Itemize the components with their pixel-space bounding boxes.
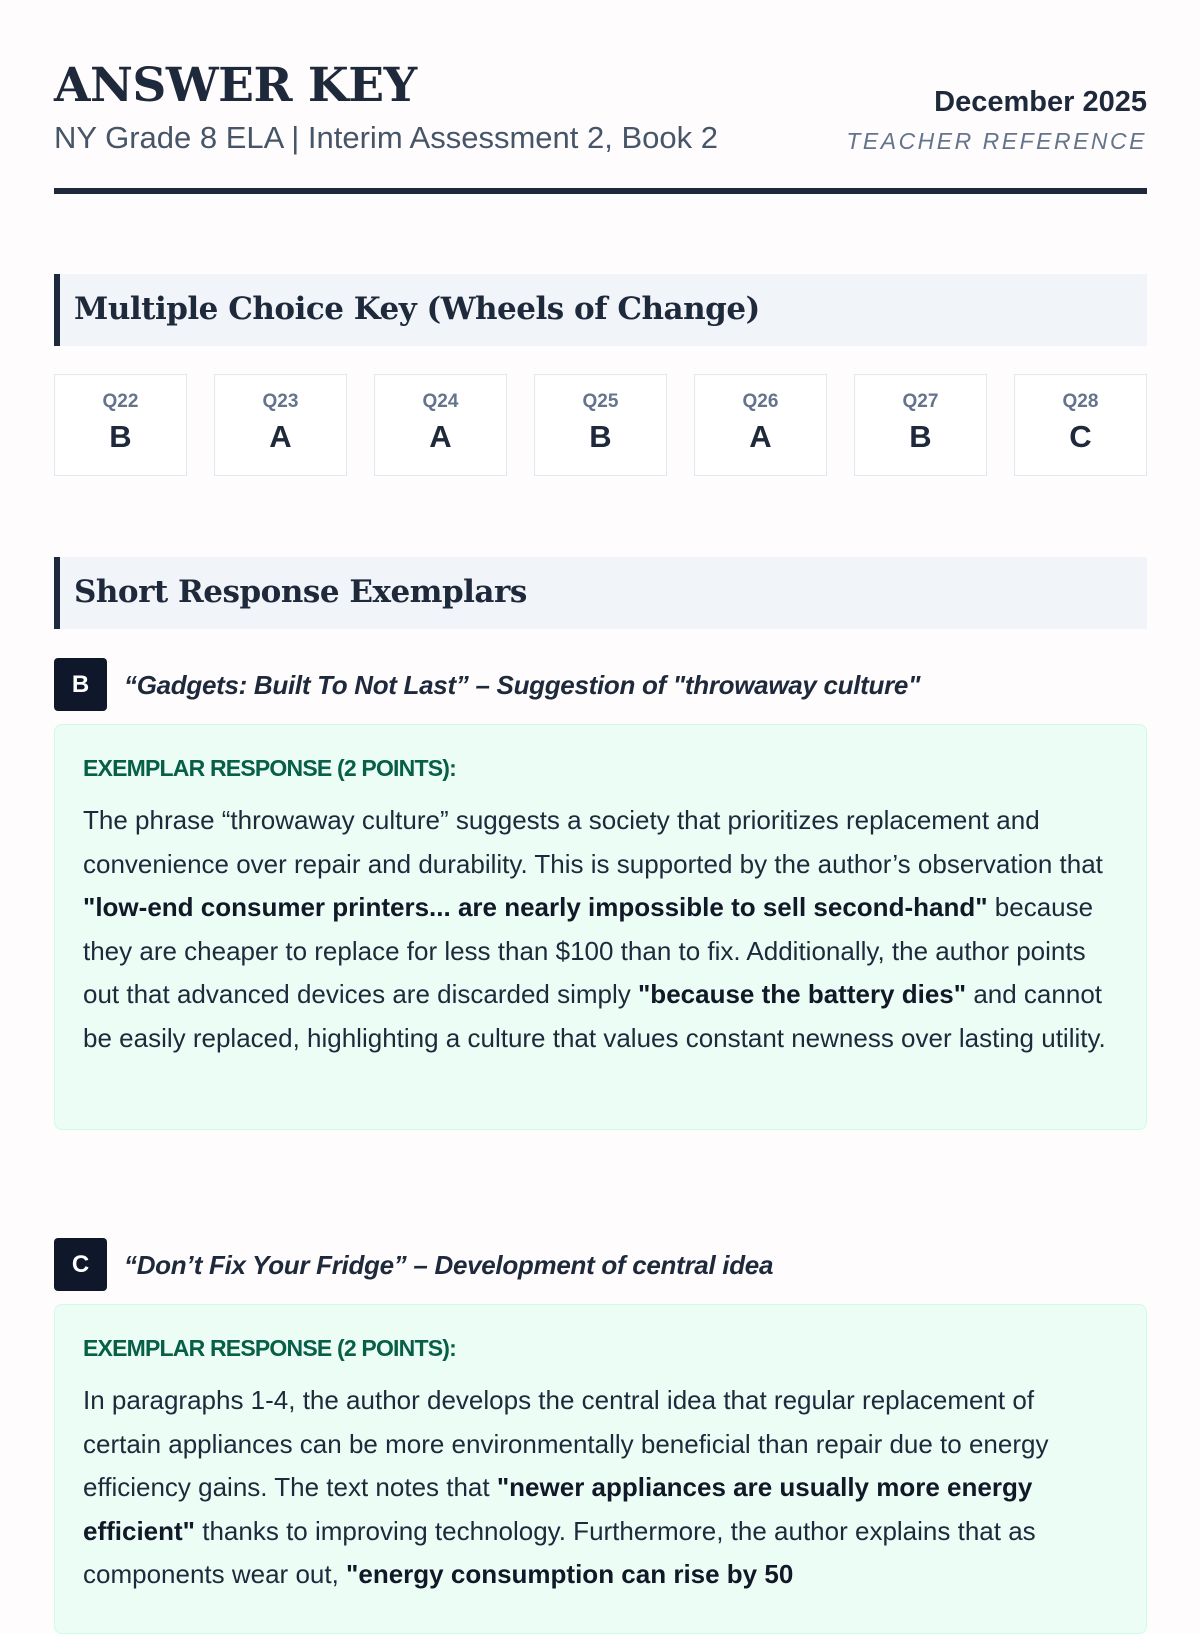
quoted-evidence: "energy consumption can rise by 50 bbox=[346, 1559, 794, 1589]
answer-letter: C bbox=[1069, 419, 1092, 454]
answer-letter: A bbox=[429, 419, 452, 454]
quoted-evidence: "because the battery dies" bbox=[637, 979, 967, 1009]
exemplar-text bbox=[83, 1379, 1118, 1597]
item-letter-badge: C bbox=[54, 1238, 107, 1291]
mc-answer-card bbox=[1014, 374, 1147, 476]
mc-answer-card bbox=[214, 374, 347, 476]
sr-item-header bbox=[54, 658, 1147, 712]
sr-section-heading-bar bbox=[54, 557, 1147, 629]
text-segment: The phrase “throwaway culture” suggests a society that prioritizes replacement and convenience over repair and durability. This is supported by the author’s observation that bbox=[83, 805, 1103, 879]
mc-answer-grid bbox=[54, 374, 1147, 476]
exemplar-response-box bbox=[54, 1304, 1147, 1634]
text-segment: and cannot be easily replaced, highlighting a culture that values constant newness over lasting utility. bbox=[83, 979, 1106, 1053]
question-number: Q28 bbox=[1062, 391, 1099, 412]
page-subtitle: NY Grade 8 ELA | Interim Assessment 2, Book 2 bbox=[54, 120, 718, 155]
teacher-reference-label: TEACHER REFERENCE bbox=[846, 128, 1147, 154]
text-segment: In paragraphs 1-4, the author develops the central idea that regular replacement of certain appliances can be more environmentally beneficial than repair due to energy efficiency gains. The text notes that bbox=[83, 1385, 1049, 1502]
answer-letter: B bbox=[109, 419, 132, 454]
answer-letter: B bbox=[589, 419, 612, 454]
answer-letter: A bbox=[749, 419, 772, 454]
mc-answer-card bbox=[374, 374, 507, 476]
mc-answer-card bbox=[854, 374, 987, 476]
mc-section-heading-bar bbox=[54, 274, 1147, 346]
item-title: “Gadgets: Built To Not Last” – Suggestion of "throwaway culture" bbox=[124, 670, 921, 700]
exemplar-response-box bbox=[54, 724, 1147, 1130]
question-number: Q26 bbox=[742, 391, 779, 412]
question-number: Q24 bbox=[422, 391, 459, 412]
text-segment: thanks to improving technology. Furthermore, the author explains that as components wear out, bbox=[83, 1515, 1036, 1589]
mc-answer-card bbox=[694, 374, 827, 476]
question-number: Q22 bbox=[102, 391, 139, 412]
document-date: December 2025 bbox=[934, 86, 1147, 118]
sr-item-header bbox=[54, 1238, 1147, 1292]
quoted-evidence: "low-end consumer printers... are nearly impossible to sell second-hand" bbox=[83, 892, 988, 922]
mc-answer-card bbox=[534, 374, 667, 476]
exemplar-text bbox=[83, 799, 1118, 1060]
exemplar-label: EXEMPLAR RESPONSE (2 POINTS): bbox=[83, 1335, 456, 1361]
answer-letter: B bbox=[909, 419, 932, 454]
exemplar-label: EXEMPLAR RESPONSE (2 POINTS): bbox=[83, 755, 456, 781]
item-title: “Don’t Fix Your Fridge” – Development of central idea bbox=[124, 1250, 774, 1280]
question-number: Q25 bbox=[582, 391, 619, 412]
document-header bbox=[54, 56, 1147, 194]
header-divider bbox=[54, 188, 1147, 194]
mc-answer-card bbox=[54, 374, 187, 476]
text-segment: because they are cheaper to replace for less than $100 than to fix. Additionally, the author points out that advanced devices are discarded simply bbox=[83, 892, 1094, 1009]
item-letter-badge: B bbox=[54, 658, 107, 711]
quoted-evidence: "newer appliances are usually more energy efficient" bbox=[83, 1472, 1033, 1546]
question-number: Q27 bbox=[902, 391, 939, 412]
question-number: Q23 bbox=[262, 391, 299, 412]
page-title: ANSWER KEY bbox=[54, 58, 417, 113]
mc-section-heading: Multiple Choice Key (Wheels of Change) bbox=[74, 291, 760, 327]
sr-section-heading: Short Response Exemplars bbox=[74, 574, 527, 610]
answer-letter: A bbox=[269, 419, 292, 454]
